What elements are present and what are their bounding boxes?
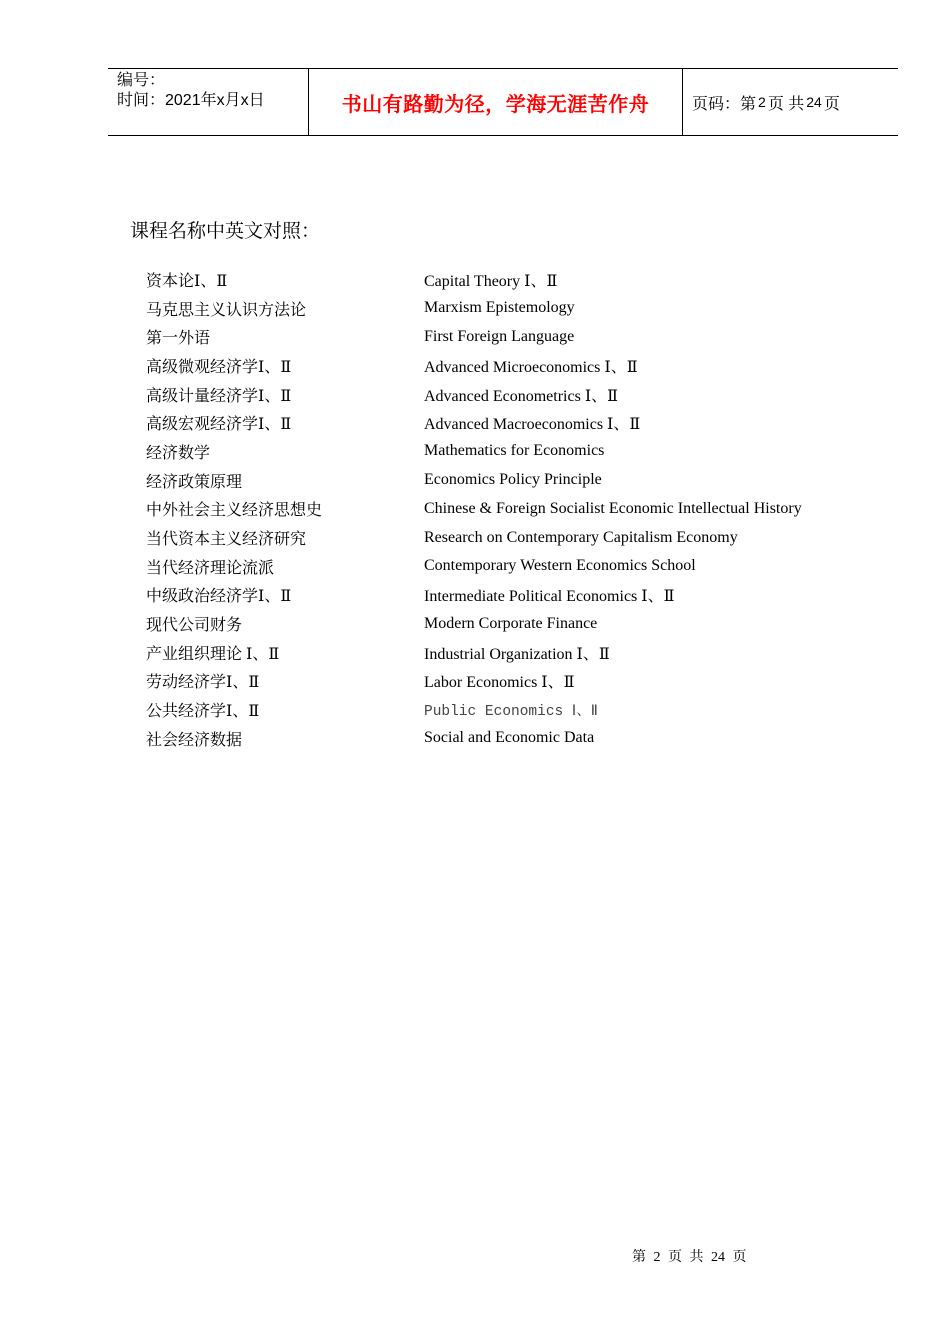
course-name-en: Industrial Organization Ⅰ、Ⅱ: [424, 645, 610, 663]
page-number: 2: [758, 94, 766, 110]
course-name-zh: 当代资本主义经济研究: [146, 531, 307, 549]
course-list: [146, 265, 866, 753]
section-title: 课程名称中英文对照：: [130, 221, 321, 242]
course-row: [146, 351, 866, 380]
course-row: [146, 724, 866, 753]
course-row: [146, 695, 866, 724]
course-name-zh: 高级计量经济学Ⅰ、Ⅱ: [146, 387, 292, 405]
course-name-en: Public Economics Ⅰ、Ⅱ: [424, 704, 598, 721]
course-name-zh: 中级政治经济学Ⅰ、Ⅱ: [146, 588, 292, 606]
course-name-en: Mathematics for Economics: [424, 442, 605, 460]
course-name-zh: 当代经济理论流派: [146, 559, 275, 577]
course-row: [146, 437, 866, 466]
page-suffix: 页: [823, 95, 840, 113]
course-name-zh: 高级宏观经济学Ⅰ、Ⅱ: [146, 416, 292, 434]
course-name-en: Social and Economic Data: [424, 729, 595, 747]
course-name-en: Research on Contemporary Capitalism Economy: [424, 528, 738, 546]
course-row: [146, 495, 866, 524]
course-name-zh: 第一外语: [146, 330, 211, 348]
header-page-info: [683, 69, 898, 135]
page-total: 24: [806, 94, 822, 110]
course-name-en: Capital Theory Ⅰ、Ⅱ: [424, 272, 558, 290]
course-name-zh: 产业组织理论 Ⅰ、Ⅱ: [146, 645, 280, 663]
course-name-zh: 经济政策原理: [146, 473, 243, 491]
course-name-en: Contemporary Western Economics School: [424, 557, 696, 575]
course-row: [146, 581, 866, 610]
course-name-en: Labor Economics Ⅰ、Ⅱ: [424, 674, 575, 692]
course-name-zh: 现代公司财务: [146, 617, 243, 635]
course-row: [146, 609, 866, 638]
course-row: [146, 294, 866, 323]
page-prefix: 页码：第: [692, 95, 757, 113]
course-name-en: Advanced Microeconomics Ⅰ、Ⅱ: [424, 358, 638, 376]
course-name-zh: 资本论Ⅰ、Ⅱ: [146, 272, 228, 290]
course-row: [146, 523, 866, 552]
course-name-zh: 高级微观经济学Ⅰ、Ⅱ: [146, 358, 292, 376]
course-name-en: First Foreign Language: [424, 327, 575, 345]
course-name-zh: 劳动经济学Ⅰ、Ⅱ: [146, 674, 260, 692]
course-row: [146, 380, 866, 409]
page-mid: 页 共: [767, 95, 805, 113]
course-name-en: Chinese & Foreign Socialist Economic Intellectual History: [424, 499, 802, 517]
header-date: 时间：2021年x月x日: [117, 92, 265, 109]
page-header: [108, 68, 898, 136]
header-meta: [108, 69, 309, 135]
course-name-zh: 社会经济数据: [146, 731, 243, 749]
course-row: [146, 408, 866, 437]
course-name-zh: 公共经济学Ⅰ、Ⅱ: [146, 703, 260, 721]
course-name-en: Marxism Epistemology: [424, 299, 575, 317]
page-footer: 第 2 页 共 24 页: [632, 1250, 747, 1265]
course-row: [146, 552, 866, 581]
course-name-en: Economics Policy Principle: [424, 471, 602, 489]
course-name-en: Advanced Macroeconomics Ⅰ、Ⅱ: [424, 416, 641, 434]
header-motto-cell: [309, 69, 683, 135]
course-name-en: Intermediate Political Economics Ⅰ、Ⅱ: [424, 588, 675, 606]
course-row: [146, 667, 866, 696]
course-row: [146, 322, 866, 351]
course-name-en: Advanced Econometrics Ⅰ、Ⅱ: [424, 387, 619, 405]
course-row: [146, 638, 866, 667]
course-name-en: Modern Corporate Finance: [424, 614, 598, 632]
course-name-zh: 经济数学: [146, 444, 211, 462]
course-row: [146, 466, 866, 495]
header-number-label: 编号：: [117, 72, 166, 89]
course-name-zh: 马克思主义认识方法论: [146, 301, 307, 319]
course-row: [146, 265, 866, 294]
header-motto: 书山有路勤为径，学海无涯苦作舟: [341, 93, 650, 116]
course-name-zh: 中外社会主义经济思想史: [146, 502, 323, 520]
